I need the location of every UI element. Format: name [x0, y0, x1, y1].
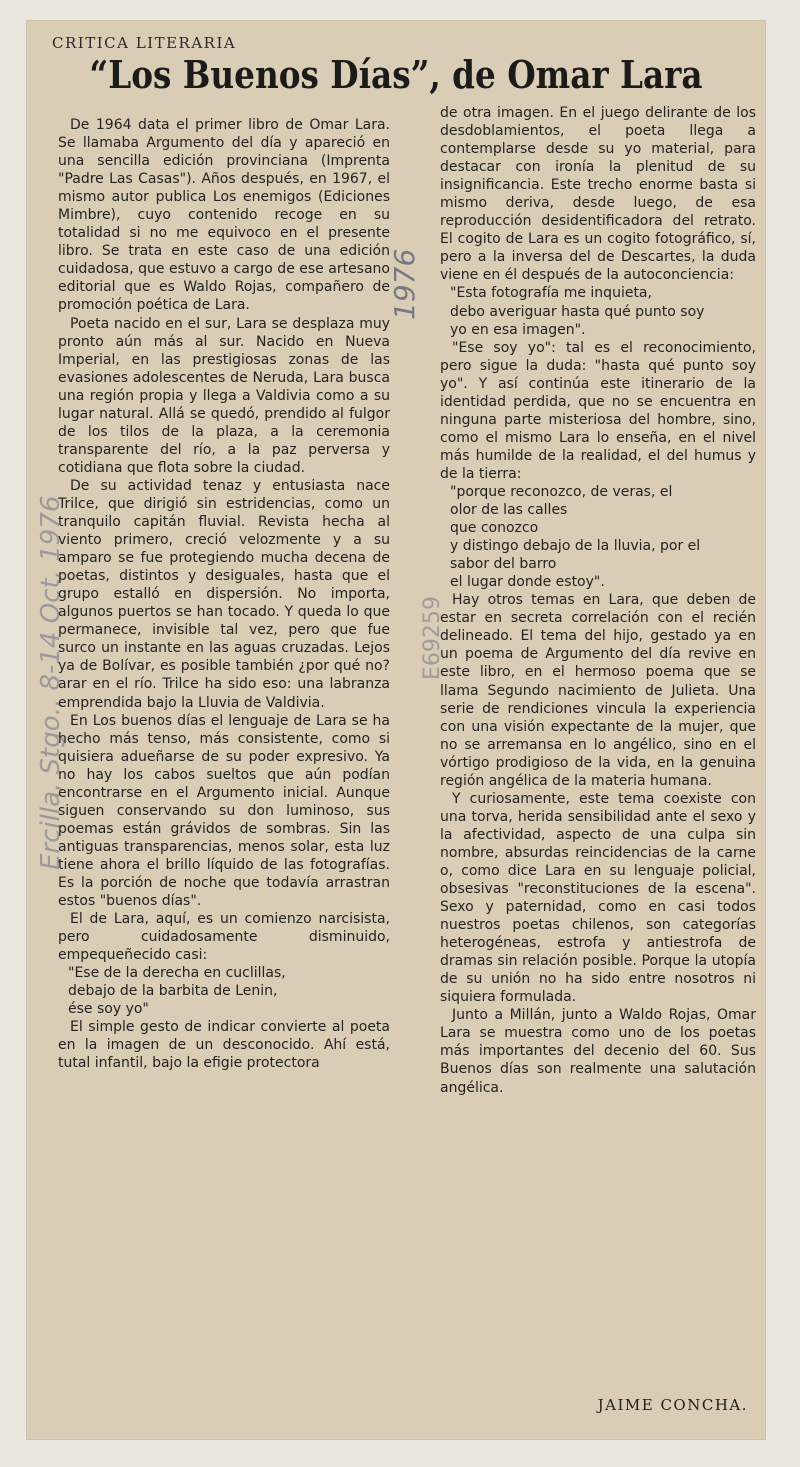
left-column: [58, 116, 390, 1072]
paragraph: "Ese soy yo": tal es el reconocimiento, pero sigue la duda: "hasta qué punto soy yo". Y así continúa este itinerario de la identidad perdida, que no se encuentra en ninguna parte misteriosa del hombre, sino, como el mismo Lara lo enseña, en el nivel más humilde de la realidad, el del humus y de la tierra:: [440, 339, 756, 482]
paragraph: de otra imagen. En el juego delirante de los desdoblamientos, el poeta llega a contemplarse desde su yo material, para destacar con ironía la plenitud de su insignificancia. Este trecho enorme basta si mismo deriva, desde luego, de esa reproducción desidentificadora del retrato. El cogito de Lara es un cogito fotográfico, sí, pero a la inversa del de Descartes, la duda viene en él después de la autoconciencia:: [440, 105, 756, 284]
verse-line: el lugar donde estoy".: [450, 574, 605, 591]
author-signature: JAIME CONCHA.: [597, 1396, 748, 1414]
paragraph: En Los buenos días el lenguaje de Lara se ha hecho más tenso, más consistente, como si quisiera adueñarse de su poder expresivo. Ya no hay los cabos sueltos que aún podían encontrarse en el Argumento inicial. Aunque siguen conservando su don luminoso, sus poemas están grávidos de sombras. Sin las antiguas transparencias, menos solar, esta luz tiene ahora el brillo líquido de las fotografías. Es la porción de noche que todavía arrastran estos "buenos días".: [58, 712, 390, 910]
right-column: [440, 104, 756, 1097]
paragraph: Junto a Millán, junto a Waldo Rojas, Omar Lara se muestra como uno de los poetas más importantes del decenio del 60. Sus Buenos días son realmente una salutación angélica.: [440, 1007, 756, 1096]
article-headline: “Los Buenos Días”, de Omar Lara: [89, 52, 703, 97]
paragraph: Hay otros temas en Lara, que deben de estar en secreta correlación con el recién delineado. El tema del hijo, gestado ya en un poema de Argumento del día revive en este libro, en el hermoso poema que se llama Segundo nacimiento de Julieta. Una serie de rendiciones vincula la experiencia con una visión expectante de la mujer, que no se arremansa en lo angélico, sino en el vórtigo prodigioso de la vida, en la genuina región angélica de la materia humana.: [440, 592, 756, 789]
verse-line: que conozco: [450, 520, 539, 537]
verse-line: "porque reconozco, de veras, el: [450, 483, 673, 500]
verse-line: debo averiguar hasta qué punto soy: [450, 303, 705, 320]
paragraph: De 1964 data el primer libro de Omar Lara. Se llamaba Argumento del día y apareció en una sencilla edición provinciana (Imprenta "Padre Las Casas"). Años después, en 1967, el mismo autor publica Los enemigos (Ediciones Mimbre), cuyo contenido recoge en su totalidad si no me equivoco en el presente libro. Se trata en este caso de una edición cuidadosa, que estuvo a cargo de ese artesano editorial que es Waldo Rojas, compañero de promoción poética de Lara.: [58, 117, 390, 314]
paragraph: El simple gesto de indicar convierte al poeta en la imagen de un desconocido. Ahí está, tutal infantil, bajo la efigie protectora: [58, 1019, 390, 1072]
archive-stamp: E69259: [420, 596, 445, 680]
handwritten-year-note: 1976: [388, 248, 421, 320]
verse-line: debajo de la barbita de Lenin,: [68, 983, 278, 1000]
section-label: CRITICA LITERARIA: [52, 34, 237, 52]
paragraph: El de Lara, aquí, es un comienzo narcisista, pero cuidadosamente disminuido, empequeñecido casi:: [58, 911, 390, 964]
verse-line: "Ese de la derecha en cuclillas,: [68, 965, 286, 982]
verse-line: yo en esa imagen".: [450, 321, 586, 338]
verse-line: sabor del barro: [450, 556, 557, 573]
verse-line: ése soy yo": [68, 1001, 149, 1018]
verse-line: olor de las calles: [450, 502, 568, 519]
verse-line: "Esta fotografía me inquieta,: [450, 285, 652, 302]
newspaper-clipping: [26, 20, 766, 1440]
paragraph: Y curiosamente, este tema coexiste con una torva, herida sensibilidad ante el sexo y la afectividad, aspecto de una culpa sin nombre, absurdas reincidencias de la carne o, como dice Lara en su lenguaje policial, obsesivas "reconstituciones de la escena". Sexo y paternidad, como en casi todos nuestros poetas chilenos, son categorías heterogéneas, estrofa y antiestrofa de dramas sin relación posible. Porque la utopía de su unión no ha sido entre nosotros ni siquiera formulada.: [440, 790, 756, 1006]
paragraph: De su actividad tenaz y entusiasta nace Trilce, que dirigió sin estridencias, como un tranquilo capitán fluvial. Revista hecha al viento primero, creció velozmente y a su amparo se fue protegiendo mucha decena de poetas, distintos y desiguales, hasta que el grupo estalló en dispersión. No importa, algunos puertos se han tocado. Y queda lo que permanece, invisible tal vez, pero que fue surco un instante en las aguas cruzadas. Lejos ya de Bolívar, es posible también ¿por qué no? arar en el río. Trilce ha sido eso: una labranza emprendida bajo la Lluvia de Valdivia.: [58, 477, 390, 711]
handwritten-source-note: Ercilla, Stgo., 8-14 Oct. 1976: [36, 495, 66, 870]
paragraph: Poeta nacido en el sur, Lara se desplaza muy pronto aún más al sur. Nacido en Nueva Imperial, en las prestigiosas zonas de las evasiones adolescentes de Neruda, Lara busca una región propia y llega a Valdivia como a su lugar natural. Allá se quedó, prendido al fulgor de los tilos de la plaza, a la ceremonia transparente del río, a la paz perversa y cotidiana que flota sobre la ciudad.: [58, 315, 390, 476]
verse-line: y distingo debajo de la lluvia, por el: [450, 538, 701, 555]
